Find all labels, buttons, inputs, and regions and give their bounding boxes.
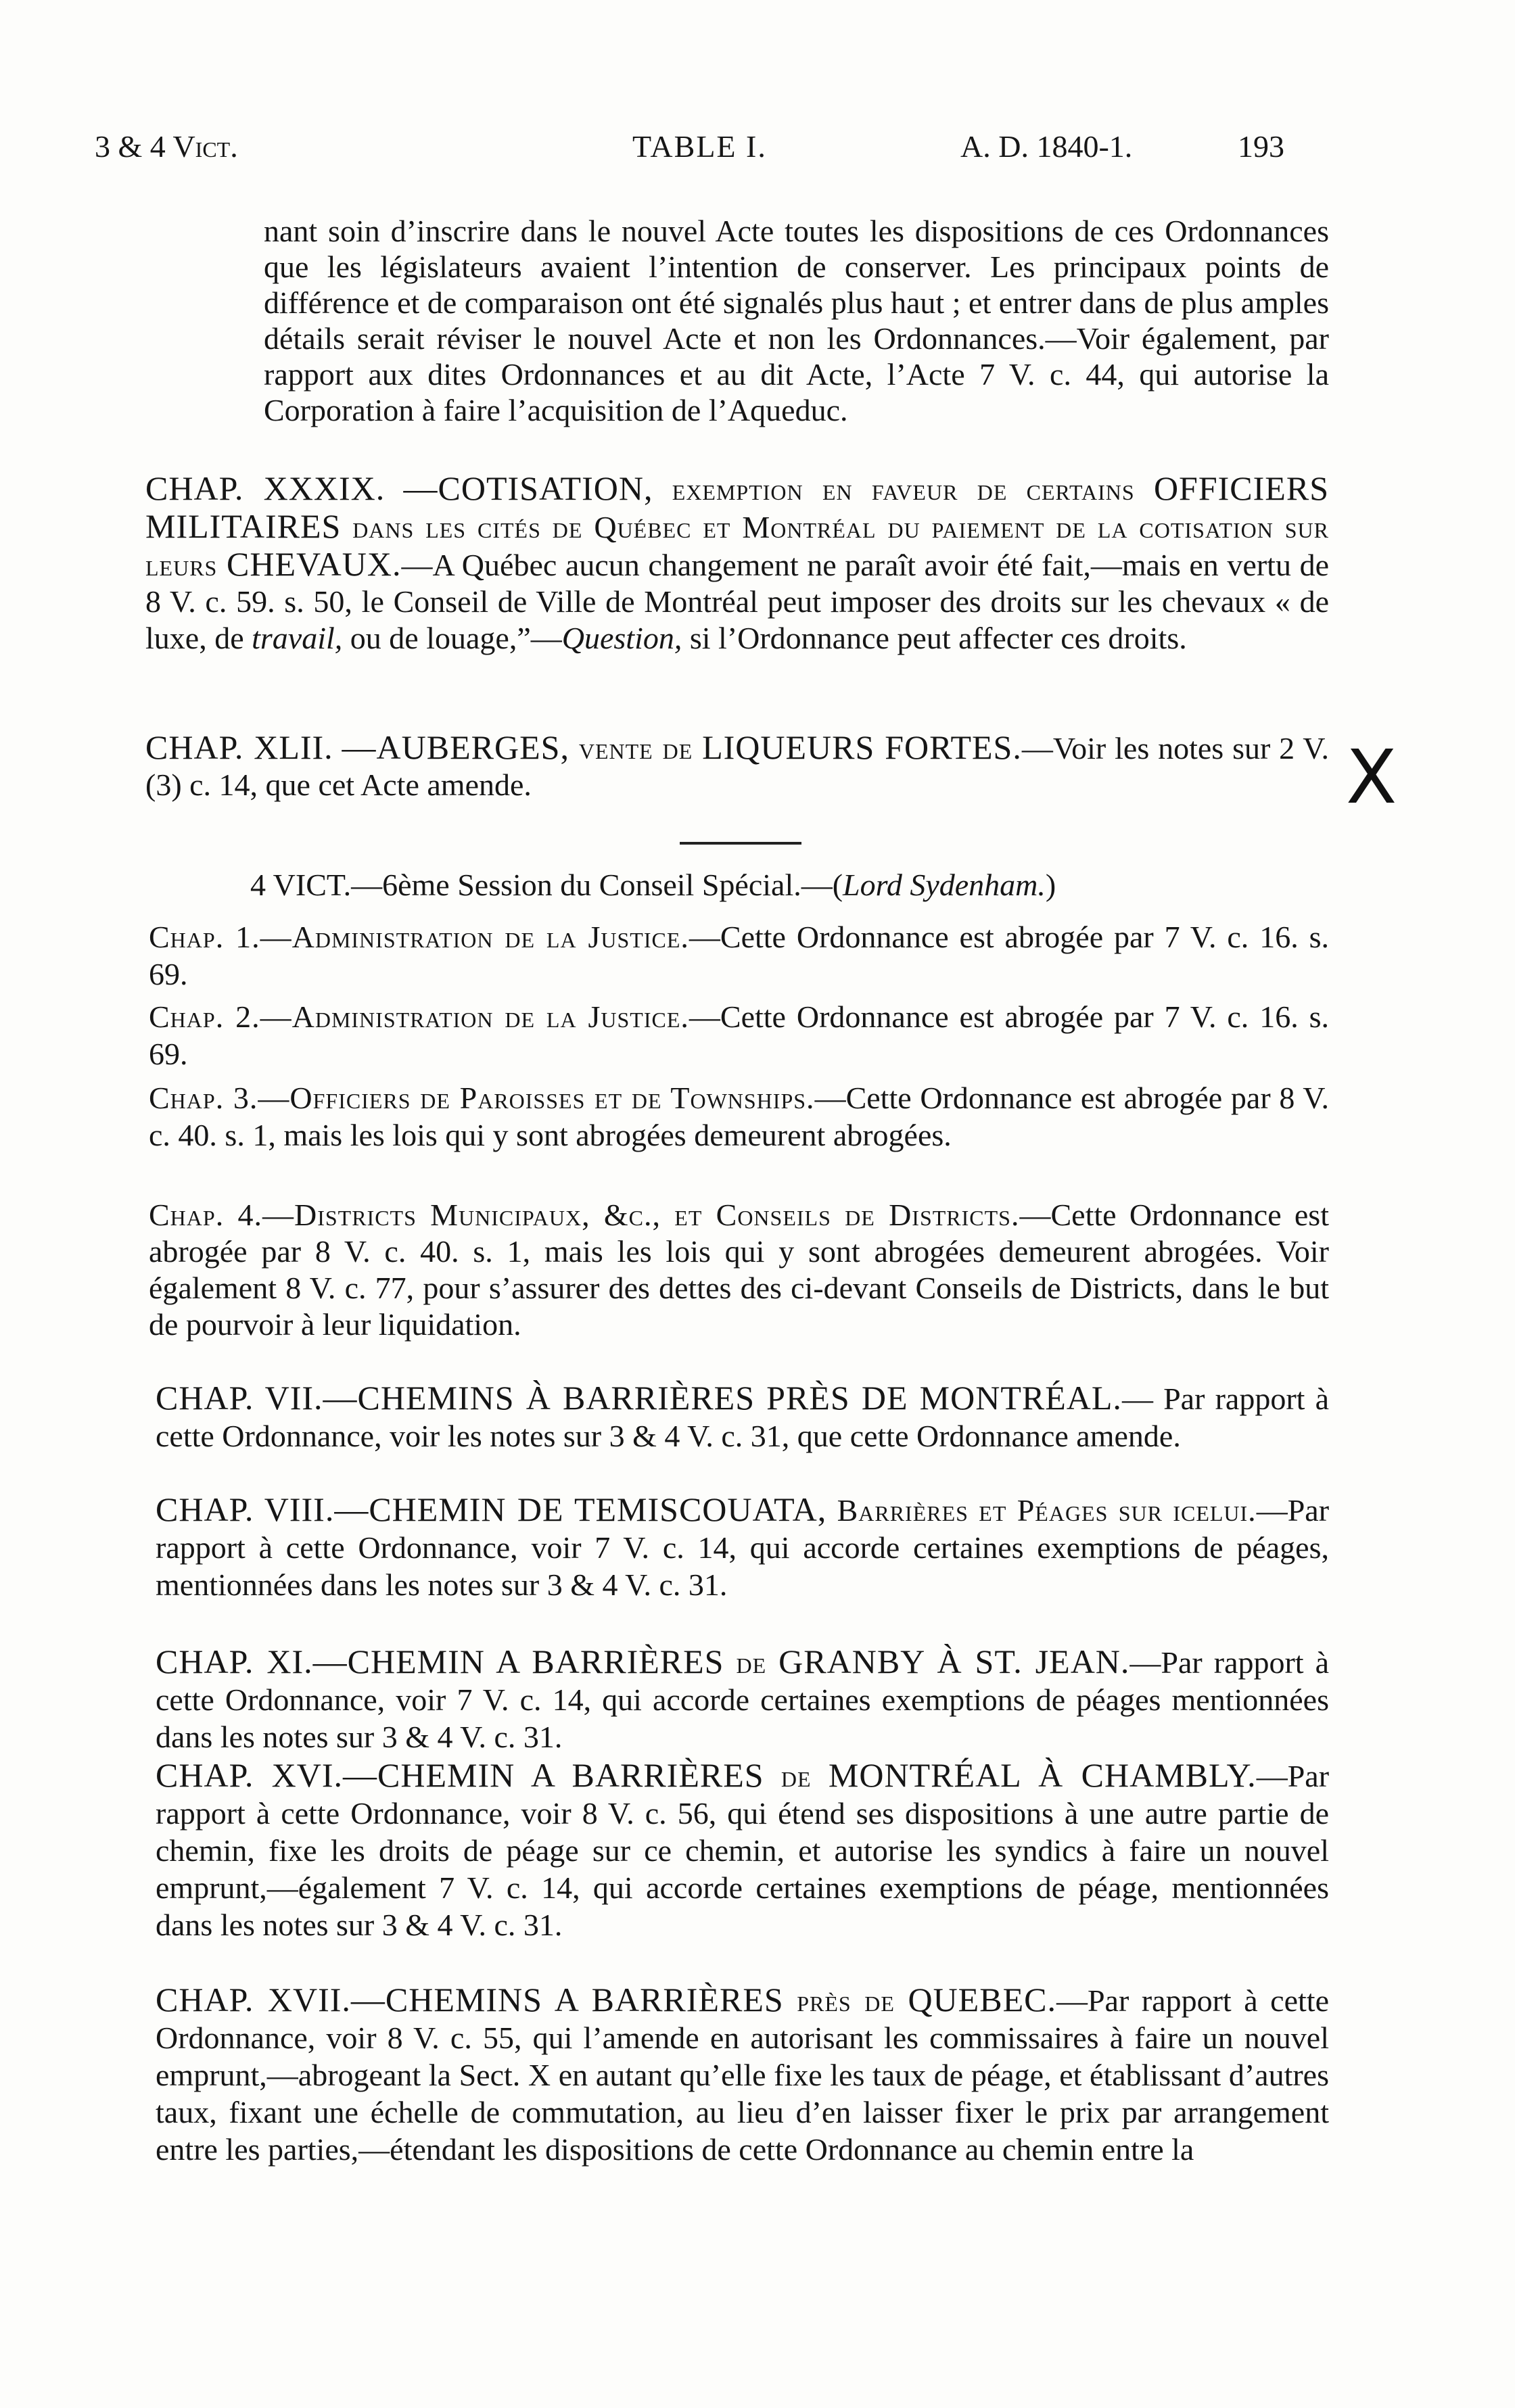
chap-number: CHAP. VIII.	[156, 1490, 335, 1528]
entry-chap-xxxix	[145, 470, 1329, 657]
chap-body: —Cette Ordonnance est abrogée par 7 V. c. 16. s. 69.	[149, 920, 1330, 991]
chap-body: —Par rapport à cette Ordonnance, voir 8 V. c. 55, qui l’amende en autorisant les commissaires à faire un nouvel emprunt,—abrogeant la Sect. X en autant qu’elle fixe les taux de péage, et établissant d’autres taux, fixant une échelle de commutation, au lieu d’en laisser fixer le prix par arrangement entre les parties,—étendant les dispositions de cette Ordonnance au chemin entre la	[156, 1983, 1329, 2167]
chap-number: Chap. 3.	[149, 1081, 258, 1115]
chap-body: —Cette Ordonnance est abrogée par 8 V. c. 40. s. 1, mais les lois qui y sont abrogées demeurent abrogées. Voir également 8 V. c. 77, pour s’assurer des dettes des ci-devant Conseils de Districts, dans le but de pourvoir à leur liquidation.	[149, 1198, 1329, 1342]
chap-xvii-entry	[156, 1981, 1329, 2168]
entry-subtitle: exemption en faveur de certains	[653, 472, 1154, 506]
entry-body: —Voir les notes sur 2 V. (3) c. 14, que cet Acte amende.	[145, 731, 1329, 802]
chap-number: Chap. 1.	[149, 920, 260, 954]
entry-subtitle-2: dans les cités de Québec et Montréal du paiement de la cotisation sur leurs	[145, 510, 1329, 582]
running-header	[81, 128, 1312, 176]
entry-chap-xlii	[145, 729, 1329, 803]
chap-number: CHAP. XXXIX.	[145, 469, 386, 507]
chap-body: — Par rapport à cette Ordonnance, voir les notes sur 3 & 4 V. c. 31, que cette Ordonnance amende.	[156, 1382, 1329, 1453]
header-date: A. D. 1840-1.	[960, 129, 1133, 164]
header-table-title: TABLE I.	[632, 129, 767, 164]
chap-subject: —Officiers de Paroisses et de Townships.	[258, 1081, 815, 1115]
chap-title: —CHEMIN A BARRIÈRES	[312, 1643, 724, 1680]
chap-1-entry	[149, 918, 1329, 993]
chap-4-entry	[149, 1197, 1329, 1343]
entry-body: —A Québec aucun changement ne paraît avoir été fait,—mais en vertu de 8 V. c. 59. s. 50, le Conseil de Ville de Montréal peut imposer des droits sur les chevaux « de luxe, de	[145, 548, 1330, 655]
handwritten-x-mark: X	[1346, 734, 1397, 820]
entry-subtitle: vente de	[569, 731, 703, 765]
entry-title: —COTISATION,	[403, 469, 653, 507]
entry-body-2: ou de louage,”—	[342, 621, 562, 655]
chap-number: Chap. 2.	[149, 999, 260, 1034]
session-suffix: )	[1045, 868, 1056, 902]
entry-title: —AUBERGES,	[342, 728, 569, 766]
chap-body: —Cette Ordonnance est abrogée par 8 V. c. 40. s. 1, mais les lois qui y sont abrogées demeurent abrogées.	[149, 1081, 1329, 1152]
entry-title-2: OFFICIERS MILITAIRES	[145, 469, 1330, 545]
chap-2-entry	[149, 998, 1329, 1072]
chap-title-2: MONTRÉAL À CHAMBLY.	[828, 1756, 1257, 1794]
chap-title-2: QUEBEC.	[908, 1981, 1056, 2019]
chap-title: —CHEMINS A BARRIÈRES	[350, 1981, 784, 2019]
session-heading	[250, 867, 1056, 903]
chap-title-2: GRANBY À ST. JEAN.	[778, 1643, 1130, 1680]
chap-title: —CHEMIN DE TEMISCOUATA,	[334, 1490, 827, 1528]
entry-italic-2: Question,	[561, 621, 682, 655]
header-regnal-year: 3 & 4 Vict.	[95, 129, 238, 164]
chap-subject: de	[724, 1645, 779, 1680]
chap-subject: près de	[783, 1983, 908, 2018]
chap-title: —CHEMINS À BARRIÈRES PRÈS DE MONTRÉAL.	[323, 1379, 1122, 1417]
chap-number: Chap. 4.	[149, 1198, 262, 1232]
chap-subject: —Districts Municipaux, &c., et Conseils de Districts.	[262, 1198, 1020, 1232]
chap-number: CHAP. XI.	[156, 1643, 313, 1680]
chap-body: —Par rapport à cette Ordonnance, voir 7 V. c. 14, qui accorde certaines exemptions de péages, mentionnées dans les notes sur 3 & 4 V. c. 31.	[156, 1493, 1330, 1602]
chap-body: —Par rapport à cette Ordonnance, voir 8 V. c. 56, qui étend ses dispositions à une autre partie de chemin, fixe les droits de péage sur ce chemin, et autorise les syndics à faire un nouvel emprunt,—également 7 V. c. 14, qui accorde certaines exemptions de péage, mentionnées dans les notes sur 3 & 4 V. c. 31.	[156, 1759, 1330, 1942]
entry-italic: travail,	[252, 621, 343, 655]
section-divider	[680, 842, 801, 845]
chap-3-entry	[149, 1079, 1329, 1154]
session-governor: Lord Sydenham.	[843, 868, 1046, 902]
intro-paragraph: nant soin d’inscrire dans le nouvel Acte toutes les dispositions de ces Ordonnances que les législateurs avaient l’intention de conserver. Les principaux points de différence et de comparaison ont été signalés plus haut ; et entrer dans de plus amples détails serait réviser le nouvel Acte et non les Ordonnances.—Voir également, par rapport aux dites Ordonnances et au dit Acte, l’Acte 7 V. c. 44, qui autorise la Corporation à faire l’acquisition de l’Aqueduc.	[264, 214, 1329, 427]
chap-number: CHAP. XVII.	[156, 1981, 351, 2019]
chap-subject: de	[764, 1759, 829, 1793]
page-number: 193	[1238, 129, 1284, 164]
entry-title-2: LIQUEURS FORTES.	[702, 728, 1022, 766]
chap-body: —Cette Ordonnance est abrogée par 7 V. c. 16. s. 69.	[149, 999, 1330, 1071]
chap-subject: —Administration de la Justice.	[260, 920, 689, 954]
chap-number: CHAP. XVI.	[156, 1756, 344, 1794]
chap-body: —Par rapport à cette Ordonnance, voir 7 V. c. 14, qui accorde certaines exemptions de péages mentionnées dans les notes sur 3 & 4 V. c. 31.	[156, 1645, 1330, 1754]
chap-vii-entry	[156, 1379, 1329, 1455]
chap-subject: —Administration de la Justice.	[260, 999, 689, 1034]
chap-number: CHAP. VII.	[156, 1379, 323, 1417]
entry-title-3: CHEVAUX.	[226, 545, 402, 583]
chap-title: —CHEMIN A BARRIÈRES	[343, 1756, 764, 1794]
entry-body-3: si l’Ordonnance peut affecter ces droits.	[682, 621, 1187, 655]
session-prefix: 4 VICT.—6ème Session du Conseil Spécial.—(	[250, 868, 843, 902]
chap-number: CHAP. XLII.	[145, 728, 333, 766]
chap-xvi-entry	[156, 1757, 1329, 1943]
chap-subject: Barrières et Péages sur icelui.	[826, 1493, 1257, 1528]
chap-xi-entry	[156, 1643, 1329, 1755]
chap-viii-entry	[156, 1491, 1329, 1603]
